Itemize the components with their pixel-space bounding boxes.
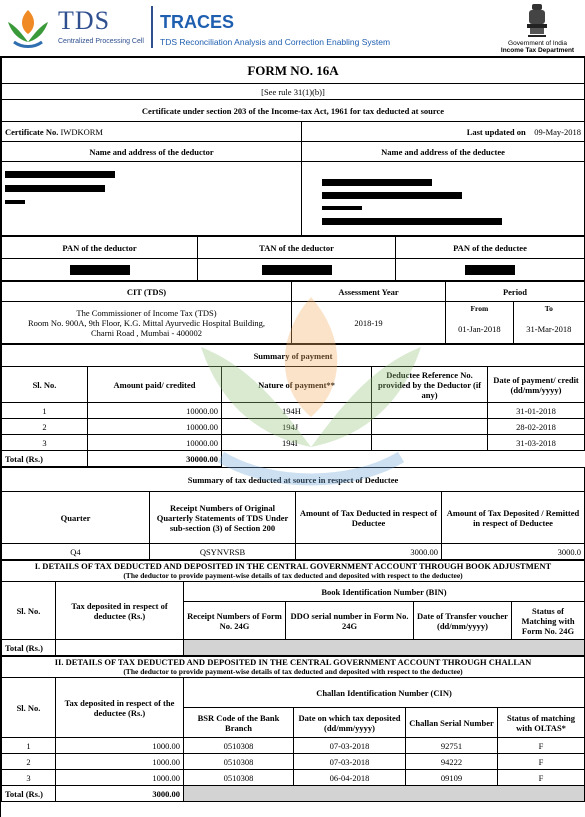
date-cell: 06-04-2018 <box>294 770 406 786</box>
form-title: FORM NO. 16A <box>2 58 585 84</box>
ay-value: 2018-19 <box>292 302 446 344</box>
period-label: Period <box>446 282 585 302</box>
tax-summary-table <box>1 467 585 560</box>
redaction <box>70 265 130 275</box>
payment-summary-heading: Summary of payment <box>2 345 585 367</box>
sl-cell: 2 <box>2 419 88 435</box>
form-rule: [See rule 31(1)(b)] <box>2 84 585 100</box>
col-header: Amount of Tax Deposited / Remitted in respect of Deductee <box>442 492 585 544</box>
deductee-address <box>302 162 585 236</box>
cit-line-1: The Commissioner of Income Tax (TDS) <box>76 307 217 318</box>
to-label: To <box>513 302 584 316</box>
govt-name: Government of India <box>508 40 567 47</box>
section1-subheading: (The deductor to provide payment-wise details of tax deducted and deposited with respect to the deductee) <box>123 571 463 580</box>
col-header: Amount of Tax Deducted in respect of Deductee <box>296 492 442 544</box>
bsr-cell: 0510308 <box>184 738 294 754</box>
total-label: Total (Rs.) <box>2 786 56 802</box>
section1-table <box>1 560 585 656</box>
col-header: Date of Transfer voucher (dd/mm/yyyy) <box>414 602 512 640</box>
total-value: 3000.00 <box>56 786 184 802</box>
table-row <box>2 403 585 419</box>
col-header: Sl. No. <box>2 367 88 403</box>
bsr-cell: 0510308 <box>184 754 294 770</box>
deducted-cell: 3000.00 <box>296 544 442 560</box>
gray-fill <box>184 640 585 656</box>
sl-header: Sl. No. <box>2 582 56 640</box>
status-cell: F <box>498 770 585 786</box>
cit-label: CIT (TDS) <box>2 282 292 302</box>
deductor-address-label: Name and address of the deductor <box>2 142 302 162</box>
total-row <box>2 786 585 802</box>
col-header: Deductee Reference No. provided by the Deductor (if any) <box>372 367 488 403</box>
status-cell: F <box>498 754 585 770</box>
col-header: Status of matching with OLTAS* <box>498 708 585 738</box>
col-header: DDO serial number in Form No. 24G <box>286 602 414 640</box>
last-updated-value: 09-May-2018 <box>534 126 581 137</box>
total-row <box>2 451 585 467</box>
pan-deductor-label: PAN of the deductor <box>2 237 198 259</box>
sl-header: Sl. No. <box>2 678 56 738</box>
pan-tan-table <box>1 236 585 281</box>
deposited-cell: 3000.0 <box>442 544 585 560</box>
section2-heading: II. DETAILS OF TAX DEDUCTED AND DEPOSITED IN THE CENTRAL GOVERNMENT ACCOUNT THROUGH CHALLAN <box>54 657 532 667</box>
col-header: BSR Code of the Bank Branch <box>184 708 294 738</box>
table-row <box>2 754 585 770</box>
redaction <box>5 171 115 178</box>
table-row <box>2 738 585 754</box>
nature-cell: 194I <box>222 435 372 451</box>
from-value: 01-Jan-2018 <box>446 316 514 344</box>
redaction <box>322 206 362 210</box>
tax-header: Tax deposited in respect of deductee (Rs.) <box>56 582 184 640</box>
col-header: Date on which tax deposited (dd/mm/yyyy) <box>294 708 406 738</box>
total-label: Total (Rs.) <box>2 640 56 656</box>
cert-no-label: Certificate No. <box>5 126 59 137</box>
date-cell: 31-01-2018 <box>488 403 585 419</box>
redaction <box>465 265 515 275</box>
national-emblem-icon <box>522 2 552 40</box>
section1-heading-cell <box>2 561 585 582</box>
col-header: Receipt Numbers of Original Quarterly Statements of TDS Under sub-section (3) of Section 200 <box>150 492 296 544</box>
to-value: 31-Mar-2018 <box>513 316 584 344</box>
certificate-heading: Certificate under section 203 of the Income-tax Act, 1961 for tax deducted at source <box>2 100 585 122</box>
receipt-cell: QSYNVRSB <box>150 544 296 560</box>
section1-heading: I. DETAILS OF TAX DEDUCTED AND DEPOSITED IN THE CENTRAL GOVERNMENT ACCOUNT THROUGH BOOK ADJUSTMENT <box>34 561 552 571</box>
deductee-address-label: Name and address of the deductee <box>302 142 585 162</box>
tax-cell: 1000.00 <box>56 770 184 786</box>
deductor-address <box>2 162 302 236</box>
col-header: Nature of payment** <box>222 367 372 403</box>
total-value: 30000.00 <box>88 451 222 467</box>
col-header: Challan Serial Number <box>406 708 498 738</box>
traces-subtitle: TDS Reconciliation Analysis and Correction Enabling System <box>160 37 391 47</box>
amount-cell: 10000.00 <box>88 435 222 451</box>
redaction <box>322 192 462 199</box>
total-label: Total (Rs.) <box>2 451 88 467</box>
cit-line-2: Room No. 900A, 9th Floor, K.G. Mittal Ayurvedic Hospital Building, <box>27 317 266 328</box>
sl-cell: 3 <box>2 770 56 786</box>
redaction <box>5 185 105 192</box>
dept-name: Income Tax Department <box>500 47 575 54</box>
cit-address <box>2 302 292 344</box>
serial-cell: 94222 <box>406 754 498 770</box>
tax-cell: 1000.00 <box>56 754 184 770</box>
col-header: Quarter <box>2 492 150 544</box>
tax-cell: 1000.00 <box>56 738 184 754</box>
redaction <box>262 265 332 275</box>
bin-header: Book Identification Number (BIN) <box>184 582 585 602</box>
ref-cell <box>372 435 488 451</box>
section2-subheading: (The deductor to provide payment-wise details of tax deducted and deposited with respect to the deductee) <box>123 667 463 676</box>
form-16a <box>0 56 585 817</box>
sl-cell: 1 <box>2 403 88 419</box>
last-updated-cell <box>302 122 585 142</box>
table-row <box>2 419 585 435</box>
pan-deductee-value <box>396 259 585 281</box>
tds-logo-icon <box>4 4 52 52</box>
redaction <box>322 218 502 225</box>
status-cell: F <box>498 738 585 754</box>
col-header: Date of payment/ credit (dd/mm/yyyy) <box>488 367 585 403</box>
sl-cell: 2 <box>2 754 56 770</box>
tds-subtitle: Centralized Processing Cell <box>58 38 144 45</box>
date-cell: 28-02-2018 <box>488 419 585 435</box>
ref-cell <box>372 403 488 419</box>
redaction <box>5 200 25 204</box>
traces-wordmark: TRACES <box>160 12 235 32</box>
gray-fill <box>184 786 585 802</box>
tds-wordmark: TDS <box>58 6 111 35</box>
date-cell: 07-03-2018 <box>294 738 406 754</box>
page-header <box>0 0 585 56</box>
date-cell: 07-03-2018 <box>294 754 406 770</box>
cin-header: Challan Identification Number (CIN) <box>184 678 585 708</box>
last-updated-label: Last updated on <box>466 126 526 137</box>
table-row <box>2 770 585 786</box>
cit-table <box>1 281 585 344</box>
ay-label: Assessment Year <box>292 282 446 302</box>
col-header: Status of Matching with Form No. 24G <box>512 602 585 640</box>
date-cell: 31-03-2018 <box>488 435 585 451</box>
tax-header: Tax deposited in respect of the deductee (Rs.) <box>56 678 184 738</box>
certificate-number-cell <box>2 122 302 142</box>
amount-cell: 10000.00 <box>88 419 222 435</box>
tan-deductor-value <box>198 259 396 281</box>
quarter-cell: Q4 <box>2 544 150 560</box>
header-divider <box>151 6 153 48</box>
cit-line-3: Charni Road , Mumbai - 400002 <box>91 327 202 338</box>
total-row <box>2 640 585 656</box>
from-label: From <box>446 302 514 316</box>
redaction <box>322 179 432 186</box>
serial-cell: 92751 <box>406 738 498 754</box>
ref-cell <box>372 419 488 435</box>
tax-summary-heading: Summary of tax deducted at source in respect of Deductee <box>2 468 585 492</box>
col-header: Amount paid/ credited <box>88 367 222 403</box>
payment-summary-table <box>1 344 585 467</box>
sl-cell: 1 <box>2 738 56 754</box>
form-header-table <box>1 57 585 236</box>
table-row <box>2 544 585 560</box>
bsr-cell: 0510308 <box>184 770 294 786</box>
cert-no-value: IWDKORM <box>60 126 103 137</box>
table-row <box>2 435 585 451</box>
serial-cell: 09109 <box>406 770 498 786</box>
govt-label <box>490 40 585 54</box>
nature-cell: 194J <box>222 419 372 435</box>
section2-heading-cell <box>2 657 585 678</box>
nature-cell: 194H <box>222 403 372 419</box>
amount-cell: 10000.00 <box>88 403 222 419</box>
section2-table <box>1 656 585 802</box>
pan-deductee-label: PAN of the deductee <box>396 237 585 259</box>
pan-deductor-value <box>2 259 198 281</box>
tan-deductor-label: TAN of the deductor <box>198 237 396 259</box>
col-header: Receipt Numbers of Form No. 24G <box>184 602 286 640</box>
sl-cell: 3 <box>2 435 88 451</box>
